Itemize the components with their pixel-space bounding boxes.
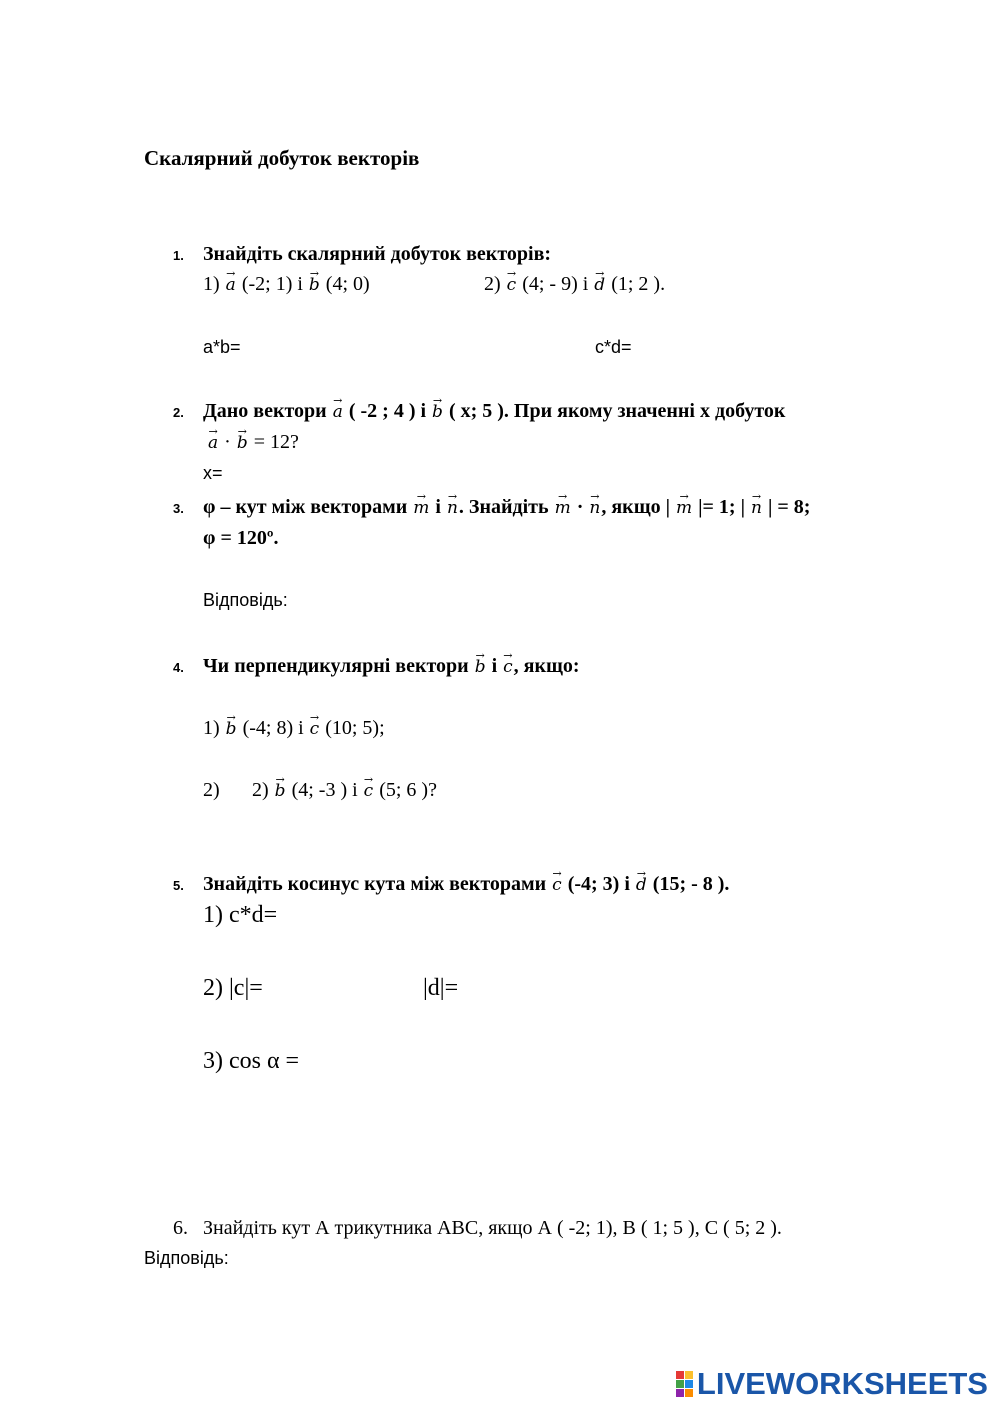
- text-segment: , якщо:: [513, 655, 580, 677]
- vector-m: m →: [554, 496, 572, 520]
- coords: (10; 5);: [320, 717, 385, 739]
- vector-d: d →: [593, 273, 606, 297]
- question-2-condition: [207, 430, 299, 455]
- text-segment: Чи перпендикулярні вектори: [203, 655, 474, 677]
- coords: (4; 0): [320, 273, 370, 295]
- answer-field-q3[interactable]: Відповідь:: [203, 590, 288, 610]
- question-3-angle: φ = 120º.: [203, 527, 279, 549]
- question-4-part-1: [203, 716, 385, 741]
- logo-square: [685, 1389, 693, 1397]
- vector-a: a →: [207, 431, 219, 455]
- text-segment: ( х; 5 ). При якому значенні х добуток: [443, 400, 786, 422]
- text-segment: . Знайдіть: [458, 496, 554, 518]
- coords: (1; 2 ).: [606, 273, 666, 295]
- logo-square: [685, 1380, 693, 1388]
- vector-b: b →: [474, 655, 487, 679]
- text-segment: Знайдіть косинус кута між векторами: [203, 873, 552, 895]
- vector-c: c →: [551, 873, 563, 897]
- question-5-text: [203, 872, 729, 897]
- dot-operator: ·: [219, 431, 236, 453]
- question-6-number: 6.: [173, 1217, 188, 1239]
- question-3-number: 3.: [173, 501, 184, 516]
- vector-n: n →: [750, 496, 763, 520]
- question-4-part-2-label: 2): [203, 779, 220, 801]
- text-segment: | = 8;: [762, 496, 811, 518]
- vector-n: n →: [446, 496, 459, 520]
- question-6-text: Знайдіть кут А трикутника АВС, якщо А ( -2; 1), В ( 1; 5 ), С ( 5; 2 ).: [203, 1217, 782, 1239]
- vector-b: b →: [431, 400, 444, 424]
- vector-b: b →: [236, 431, 249, 455]
- logo-square: [676, 1389, 684, 1397]
- text-segment: |= 1; |: [693, 496, 750, 518]
- vector-b: b →: [274, 779, 287, 803]
- question-2-number: 2.: [173, 405, 184, 420]
- answer-field-d-length[interactable]: |d|=: [423, 975, 459, 1001]
- dot-operator: ·: [571, 496, 589, 518]
- text-segment: (-4; 3) і: [562, 873, 635, 895]
- page-title: Скалярний добуток векторів: [144, 146, 420, 170]
- coords: (4; - 9) і: [517, 273, 594, 295]
- text-segment: φ – кут між векторами: [203, 496, 413, 518]
- vector-m: m →: [675, 496, 693, 520]
- coords: (-4; 8) і: [237, 717, 309, 739]
- equation: = 12?: [248, 431, 299, 453]
- question-4-part-2: [252, 778, 437, 803]
- question-4-number: 4.: [173, 660, 184, 675]
- logo-text: LIVEWORKSHEETS: [696, 1366, 988, 1401]
- vector-d: d →: [635, 873, 648, 897]
- question-1-text: Знайдіть скалярний добуток векторів:: [203, 243, 552, 265]
- logo-square: [685, 1371, 693, 1379]
- vector-a: a →: [332, 400, 344, 424]
- text-segment: ( -2 ; 4 ) і: [343, 400, 432, 422]
- vector-b: b →: [308, 273, 321, 297]
- vector-m: m →: [412, 496, 430, 520]
- logo-square: [676, 1380, 684, 1388]
- text-segment: , якщо |: [601, 496, 675, 518]
- vector-c: c →: [502, 655, 514, 679]
- liveworksheets-logo: [676, 1366, 988, 1402]
- answer-field-ab[interactable]: a*b=: [203, 337, 241, 357]
- question-2-text: [203, 399, 785, 424]
- vector-n: n →: [588, 496, 601, 520]
- part-label: 2): [484, 273, 506, 295]
- vector-c: c →: [506, 273, 518, 297]
- vector-c: c →: [363, 779, 375, 803]
- vector-c: c →: [309, 717, 321, 741]
- question-1-part-1: [203, 272, 370, 297]
- text-segment: Дано вектори: [203, 400, 332, 422]
- coords: (5; 6 )?: [374, 779, 437, 801]
- answer-field-q6[interactable]: Відповідь:: [144, 1248, 229, 1268]
- part-label: 1): [203, 273, 225, 295]
- coords: (-2; 1) і: [236, 273, 308, 295]
- answer-field-cd[interactable]: c*d=: [595, 337, 632, 357]
- coords: (4; -3 ) і: [286, 779, 363, 801]
- answer-field-c-length[interactable]: 2) |c|=: [203, 975, 263, 1001]
- text-segment: (15; - 8 ).: [647, 873, 730, 895]
- logo-square: [676, 1371, 684, 1379]
- part-label: 1): [203, 717, 225, 739]
- text-segment: і: [430, 496, 446, 518]
- question-1-number: 1.: [173, 248, 184, 263]
- part-label: 2): [252, 779, 274, 801]
- answer-field-cd-product[interactable]: 1) c*d=: [203, 902, 278, 928]
- question-3-text: [203, 495, 810, 520]
- answer-field-cos[interactable]: 3) cos α =: [203, 1048, 300, 1074]
- question-5-number: 5.: [173, 878, 184, 893]
- question-4-text: [203, 654, 580, 679]
- logo-mark-icon: [676, 1371, 693, 1397]
- question-1-part-2: [484, 272, 665, 297]
- text-segment: і: [486, 655, 503, 677]
- vector-a: a →: [225, 273, 237, 297]
- vector-b: b →: [225, 717, 238, 741]
- answer-field-x[interactable]: x=: [203, 463, 223, 483]
